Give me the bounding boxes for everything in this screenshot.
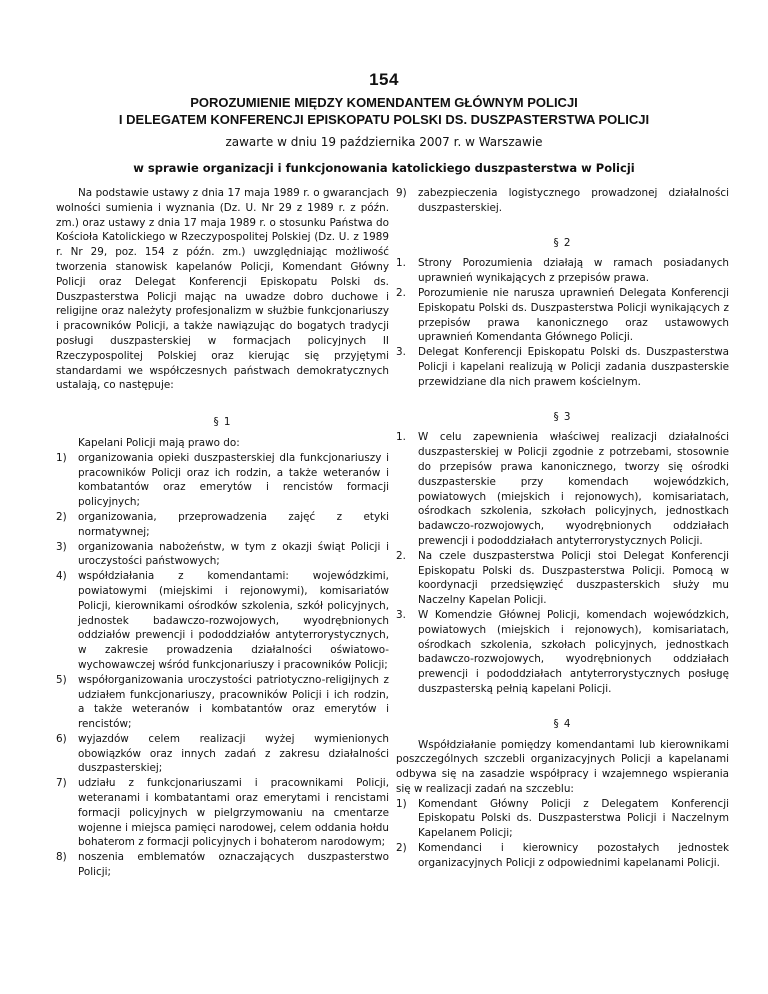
list-item — [396, 430, 729, 548]
document-subject: w sprawie organizacji i funkcjonowania katolickiego duszpasterstwa w Policji — [133, 161, 635, 175]
item-number: 8) — [56, 851, 67, 864]
title-line-2: I DELEGATEM KONFERENCJI EPISKOPATU POLSKI DS. DUSZPASTERSTWA POLICJI — [118, 112, 650, 127]
list-item — [396, 345, 729, 389]
list-item — [56, 510, 389, 540]
item-text: Komendant Główny Policji z Delegatem Konferencji Episkopatu Polski ds. Duszpasterstwa Policji i Naczelnym Kapelanem Policji; — [418, 797, 729, 840]
item-number: 9) — [396, 187, 407, 199]
section-1-list-continued — [396, 186, 729, 216]
list-item — [56, 732, 389, 776]
section-4-heading: § 4 — [553, 717, 572, 730]
item-text: Strony Porozumienia działają w ramach posiadanych uprawnień wynikających z przepisów prawa. — [418, 257, 729, 285]
section-1-list — [56, 451, 389, 880]
list-item — [396, 286, 729, 345]
list-item — [56, 540, 389, 570]
item-text: W celu zapewnienia właściwej realizacji działalności duszpasterskiej w Policji zgodnie z potrzebami, stosownie do przepisów prawa kanonicznego, tworzy się ośrodki duszpasterskie przy komendach wojewódzkich, powiatowych (miejskich i rejonowych), komisariatach, ośrodkach szkolenia, szkołach policyjnych, jednostkach badawczo-rozwojowych, wyodrębnionych oddziałach prewencji i pododdziałach antyterrorystycznych Policji. — [418, 431, 729, 547]
section-2-heading: § 2 — [553, 236, 572, 249]
document-title — [0, 94, 768, 128]
item-number: 7) — [56, 777, 67, 790]
item-number: 1) — [396, 797, 407, 810]
item-text: udziału z funkcjonariuszami i pracownikami Policji, weteranami i kombatantami oraz emerytami i rencistami formacji policyjnych w pielgrzymowaniu na cmentarze wojenne i miejsca pamięci narodowej, celem oddania hołdu bohaterom z formacji policyjnych i bohaterom narodowym; — [78, 777, 389, 849]
item-text: Porozumienie nie narusza uprawnień Delegata Konferencji Episkopatu Polski ds. Duszpasterstwa Policji wynikających z przepisów prawa kanonicznego oraz ustawowych uprawnień Komendanta Głównego Policji. — [418, 286, 729, 344]
list-item — [396, 549, 729, 608]
list-item — [396, 186, 729, 216]
item-number: 3. — [396, 346, 406, 359]
item-number: 5) — [56, 673, 67, 686]
section-4-lead: Współdziałanie pomiędzy komendantami lub kierownikami poszczególnych szczebli organizacyjnych Policji a kapelanami odbywa się na zasadzie współpracy i wzajemnego wspierania się w realizacji zadań na szczeblu: — [396, 738, 729, 795]
list-item — [56, 673, 389, 732]
item-number: 2) — [56, 510, 67, 523]
section-1-heading: § 1 — [213, 416, 232, 429]
preamble: Na podstawie ustawy z dnia 17 maja 1989 r. o gwarancjach wolności sumienia i wyznania (Dz. U. Nr 29 z 1989 r. z późn. zm.) oraz ustawy z dnia 17 maja 1989 r. o stosunku Państwa do Kościoła Katolickiego w Rzeczypospolitej Polskiej (Dz. U. z 1989 r. Nr 29, poz. 154 z późn. zm.) uwzględniając możliwość tworzenia stanowisk kapelanów Policji, Komendant Główny Policji oraz Delegat Konferencji Episkopatu Polski ds. Duszpasterstwa Policji mając na uwadze dobro duchowe i religijne oraz należyty profesjonalizm w służbie funkcjonariuszy i pracowników Policji, a także nawiązując do bogatych tradycji posługi duszpasterskiej w formacjach policyjnych II Rzeczypospolitej Polskiej oraz kierując się przyjętymi standardami we współczesnych państwach demokratycznych ustalają, co następuje: — [56, 187, 389, 392]
list-item — [396, 841, 729, 871]
list-item — [56, 569, 389, 673]
list-item — [396, 608, 729, 697]
item-text: organizowania nabożeństw, w tym z okazji świąt Policji i uroczystości państwowych; — [78, 540, 389, 568]
item-text: współdziałania z komendantami: wojewódzkimi, powiatowymi (miejskimi i rejonowymi), komisariatów Policji, kierownikami ośrodków szkolenia, szkół policyjnych, jednostek badawczo-rozwojowych, wyodrębnionych oddziałów prewencji i pododdziałów antyterrorystycznych, w zakresie prowadzenia działalności oświatowo-wychowawczej wśród funkcjonariuszy i pracowników Policji; — [78, 570, 389, 671]
item-number: 1. — [396, 257, 406, 270]
item-text: współorganizowania uroczystości patriotyczno-religijnych z udziałem funkcjonariuszy, pracowników Policji i ich rodzin, a także weteranów i kombatantów oraz emerytów i rencistów; — [78, 673, 389, 731]
item-number: 2. — [396, 549, 406, 562]
item-text: organizowania, przeprowadzenia zajęć z etyki normatywnej; — [78, 510, 389, 538]
item-number: 3. — [396, 608, 406, 621]
item-number: 2) — [396, 842, 407, 855]
item-number: 2. — [396, 286, 406, 299]
item-number: 1) — [56, 451, 67, 464]
section-1-lead: Kapelani Policji mają prawo do: — [78, 436, 240, 449]
item-number: 3) — [56, 540, 67, 553]
item-text: Komendanci i kierownicy pozostałych jednostek organizacyjnych Policji z odpowiednimi kapelanami Policji. — [418, 842, 729, 869]
item-text: Delegat Konferencji Episkopatu Polski ds. Duszpasterstwa Policji i kapelani realizują w Policji zadania duszpasterskie przewidziane dla nich prawem kościelnym. — [418, 346, 729, 388]
item-number: 4) — [56, 570, 67, 583]
item-number: 6) — [56, 732, 67, 745]
right-column — [396, 186, 729, 891]
item-number: 1. — [396, 431, 406, 444]
item-text: noszenia emblematów oznaczających duszpasterstwo Policji; — [78, 851, 389, 879]
section-4-list — [396, 797, 729, 871]
section-3-heading: § 3 — [553, 410, 572, 423]
item-text: zabezpieczenia logistycznego prowadzonej działalności duszpasterskiej. — [418, 187, 729, 214]
item-text: wyjazdów celem realizacji wyżej wymienionych obowiązków oraz innych zadań z zakresu działalności duszpasterskiej; — [78, 732, 389, 775]
section-2-list — [396, 256, 729, 389]
item-text: organizowania opieki duszpasterskiej dla funkcjonariuszy i pracowników Policji oraz ich rodzin, a także weteranów i kombatantów oraz emerytów i rencistów formacji policyjnych; — [78, 451, 389, 509]
list-item — [396, 797, 729, 841]
section-3-list — [396, 430, 729, 696]
list-item — [396, 256, 729, 286]
list-item — [56, 451, 389, 510]
left-column — [56, 186, 389, 900]
item-text: Na czele duszpasterstwa Policji stoi Delegat Konferencji Episkopatu Polski ds. Duszpasterstwa Policji. Pomocą w koordynacji przedsięwzięć duszpasterskich służy mu Naczelny Kapelan Policji. — [418, 549, 729, 607]
document-number: 154 — [369, 70, 399, 89]
item-text: W Komendzie Głównej Policji, komendach wojewódzkich, powiatowych (miejskich i rejonowych), komisariatach, ośrodkach szkolenia, szkołach policyjnych, jednostkach badawczo-rozwojowych, wyodrębnionych oddziałach prewencji i pododdziałach antyterrorystycznych posługę duszpasterską pełnią kapelani Policji. — [418, 608, 729, 695]
list-item — [56, 776, 389, 850]
title-line-1: POROZUMIENIE MIĘDZY KOMENDANTEM GŁÓWNYM POLICJI — [190, 95, 578, 110]
document-date-place: zawarte w dniu 19 października 2007 r. w Warszawie — [225, 135, 543, 149]
list-item — [56, 850, 389, 880]
